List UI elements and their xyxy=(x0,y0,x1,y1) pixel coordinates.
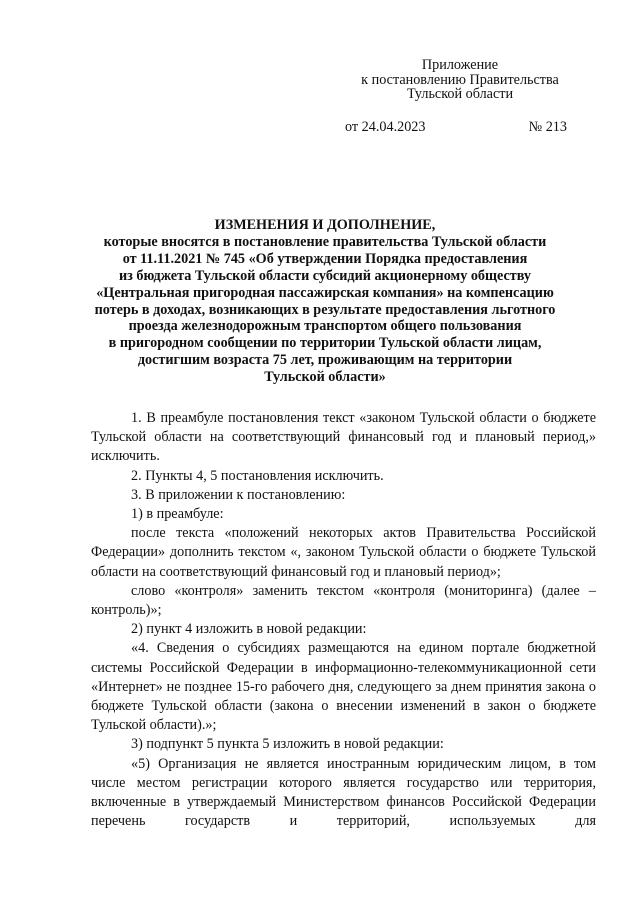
paragraph-2: 2. Пункты 4, 5 постановления исключить. xyxy=(131,467,384,484)
paragraph-1: 1. В преамбуле постановления текст «законом Тульской области о бюджете Тульской области на соответствующий финансовый год и плановый период,» исключить. xyxy=(91,410,596,465)
title-line: достигшим возраста 75 лет, проживающим на территории xyxy=(137,352,513,369)
paragraph-10: «5) Организация не является иностранным юридическим лицом, в том числе местом регистрации которого является государство или территория, включенные в утверждаемый Министерством финансов Российской Федерации перечень государств и территорий, используемых для xyxy=(91,755,596,830)
title-line: Тульской области» xyxy=(264,369,386,386)
appendix-line-2: к постановлению Правительства xyxy=(361,71,559,88)
document-title xyxy=(80,217,570,386)
decree-date: от 24.04.2023 xyxy=(345,119,426,135)
paragraph-3: 3. В приложении к постановлению: xyxy=(131,486,346,503)
paragraph-6: слово «контроля» заменить текстом «контроля (мониторинга) (далее – контроль)»; xyxy=(91,582,596,619)
title-line: проезда железнодорожным транспортом общего пользования xyxy=(128,318,522,335)
title-line: из бюджета Тульской области субсидий акционерному обществу xyxy=(118,267,532,284)
title-line: которые вносятся в постановление правительства Тульской области xyxy=(103,233,547,250)
appendix-header xyxy=(340,58,580,102)
decree-number: № 213 xyxy=(528,119,567,135)
title-line: ИЗМЕНЕНИЯ И ДОПОЛНЕНИЕ, xyxy=(214,217,436,233)
paragraph-5: после текста «положений некоторых актов Правительства Российской Федерации» дополнить текстом «, законом Тульской области о бюджете Тульской области на соответствующий финансовый год и плановый период»; xyxy=(91,525,596,580)
appendix-line-3: Тульской области xyxy=(406,86,514,103)
title-line: потерь в доходах, возникающих в результате предоставления льготного xyxy=(94,301,556,318)
title-line: в пригородном сообщении по территории Тульской области лицам, xyxy=(108,335,542,352)
paragraph-7: 2) пункт 4 изложить в новой редакции: xyxy=(131,621,367,638)
appendix-line-1: Приложение xyxy=(421,57,499,73)
title-line: от 11.11.2021 № 745 «Об утверждении Порядка предоставления xyxy=(122,250,528,267)
document-body xyxy=(91,409,596,831)
paragraph-8: «4. Сведения о субсидиях размещаются на едином портале бюджетной системы Российской Федерации в информационно-телекоммуникационной сети «Интернет» не позднее 15-го рабочего дня, следующего за днем принятия закона о бюджете Тульской области (закона о внесении изменений в закон о бюджете Тульской области).»; xyxy=(91,640,596,734)
paragraph-9: 3) подпункт 5 пункта 5 изложить в новой редакции: xyxy=(131,736,444,753)
title-line: «Центральная пригородная пассажирская компания» на компенсацию xyxy=(96,284,554,301)
paragraph-4: 1) в преамбуле: xyxy=(131,506,224,523)
